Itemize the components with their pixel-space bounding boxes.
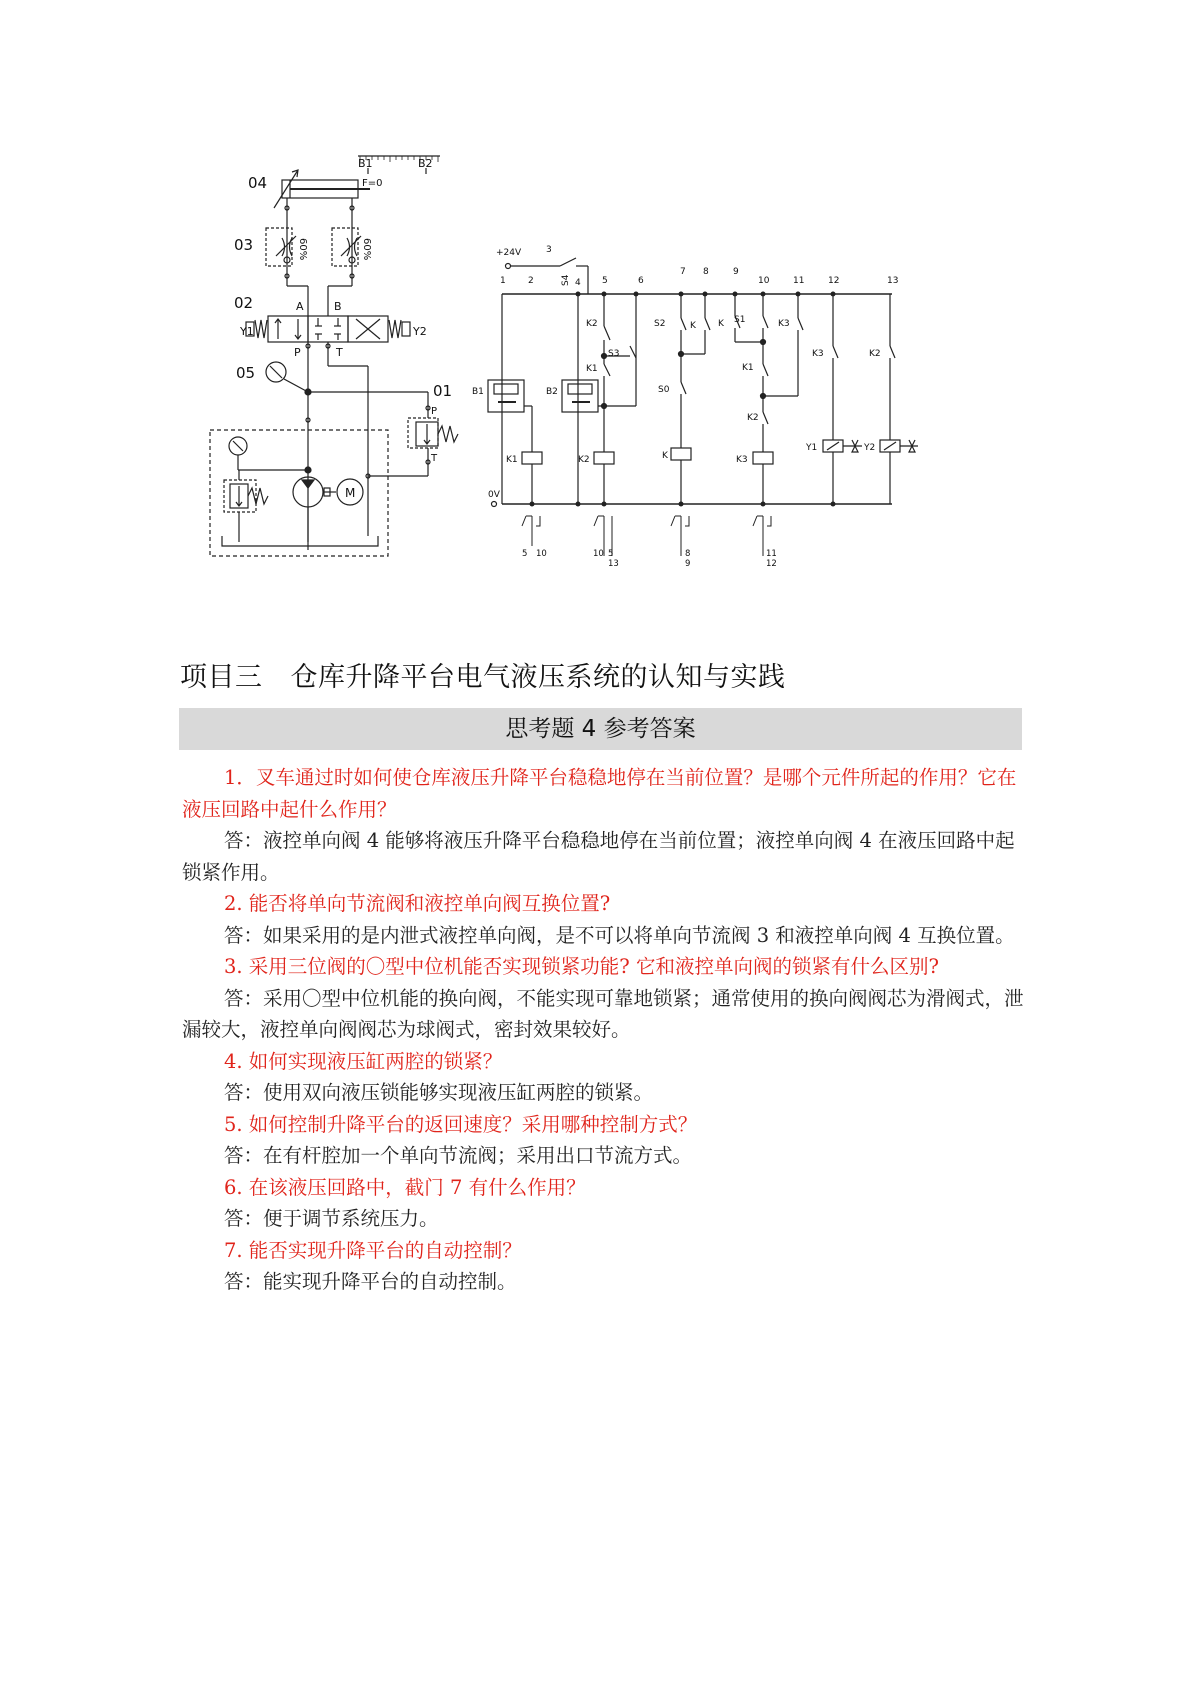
- label-s0: S0: [658, 385, 670, 395]
- label-01: 01: [433, 382, 453, 400]
- label-y2-valve: Y2: [413, 325, 427, 338]
- coil-k2: [594, 452, 614, 464]
- label-k2-contact-2: K2: [747, 413, 759, 423]
- col-num: 10: [758, 276, 770, 286]
- label-pct1: 60%: [297, 238, 308, 261]
- question: 6. 在该液压回路中，截门 7 有什么作用？: [224, 1175, 586, 1199]
- label-02: 02: [234, 294, 254, 312]
- label-b1: B1: [358, 157, 373, 170]
- answer: 答：便于调节系统压力。: [224, 1207, 439, 1230]
- col-num: 5: [602, 276, 608, 286]
- label-k1-contact: K1: [586, 364, 598, 374]
- label-sensor-b1: B1: [472, 387, 484, 397]
- label-k-contact: K: [690, 321, 696, 331]
- label-s2: S2: [654, 319, 666, 329]
- coil-k: [671, 448, 691, 460]
- answer: 答：在有杆腔加一个单向节流阀；采用出口节流方式。: [224, 1144, 693, 1167]
- answer: 答：采用〇型中位机能的换向阀，不能实现可靠地锁紧；通常使用的换向阀阀芯为滑阀式，泄漏较大，液控单向阀阀芯为球阀式，密封效果较好。: [182, 986, 1024, 1041]
- question: 3. 采用三位阀的〇型中位机能否实现锁紧功能? 它和液控单向阀的锁紧有什么区别?: [224, 955, 939, 978]
- label-b2: B2: [418, 157, 433, 170]
- col-num: 6: [638, 276, 644, 286]
- label-sensor-b2: B2: [546, 387, 558, 397]
- question: 4. 如何实现液压缸两腔的锁紧？: [224, 1049, 503, 1073]
- label-supply: +24V: [496, 248, 522, 258]
- coil-k3: [753, 452, 773, 464]
- answer: 答：使用双向液压锁能够实现液压缸两腔的锁紧。: [224, 1081, 654, 1104]
- contact-xref: [522, 516, 771, 556]
- xref-num: 12: [766, 559, 777, 569]
- answer: 答：液控单向阀 4 能够将液压升降平台稳稳地停在当前位置；液控单向阀 4 在液压回路中起锁紧作用。: [182, 829, 1015, 884]
- relief-valve: [408, 418, 458, 448]
- col-num: 8: [703, 267, 709, 277]
- question: 7. 能否实现升降平台的自动控制？: [224, 1238, 522, 1262]
- xref-num: 11: [766, 549, 777, 559]
- label-port-a: A: [296, 300, 304, 313]
- label-k1-contact-2: K1: [742, 363, 754, 373]
- label-port-t: T: [336, 346, 343, 359]
- label-coil-k1: K1: [506, 455, 518, 465]
- xref-num: 8: [685, 549, 691, 559]
- question: 2. 能否将单向节流阀和液控单向阀互换位置?: [224, 892, 611, 915]
- throttle-check-valves: [266, 228, 361, 266]
- coil-k1: [522, 452, 542, 464]
- label-p-relief: P: [431, 406, 438, 417]
- label-coil-k3: K3: [736, 455, 748, 465]
- label-k-contact-2: K: [718, 319, 724, 329]
- label-coil-k2: K2: [578, 455, 590, 465]
- label-0v: 0V: [488, 490, 500, 500]
- label-force: F=0: [362, 178, 383, 189]
- col-num: 7: [680, 267, 686, 277]
- label-04: 04: [248, 174, 268, 192]
- circuit-figure: [200, 150, 1000, 610]
- directional-valve: [246, 316, 410, 342]
- page-title: [180, 655, 786, 694]
- power-unit: [210, 430, 388, 556]
- project-number: 项目三: [180, 662, 263, 693]
- label-motor: M: [345, 486, 356, 500]
- answer: 答：如果采用的是内泄式液控单向阀，是不可以将单向节流阀 3 和液控单向阀 4 互换位置。: [224, 923, 1015, 947]
- col-num: 2: [528, 276, 534, 286]
- col-num: 4: [575, 278, 581, 288]
- col-num: 9: [733, 267, 739, 277]
- col-num: 1: [500, 276, 506, 286]
- label-y1-valve: Y1: [240, 325, 254, 338]
- label-k2-contact-3: K2: [869, 349, 881, 359]
- xref-num: 13: [608, 559, 619, 569]
- question: 5. 如何控制升降平台的返回速度？采用哪种控制方式？: [224, 1112, 698, 1136]
- hydraulic-circuit: [210, 156, 458, 556]
- label-node3: 3: [546, 245, 552, 255]
- col-num: 11: [793, 276, 805, 286]
- section-banner: 思考题 4 参考答案: [179, 708, 1022, 750]
- electrical-circuit: [472, 245, 918, 569]
- xref-num: 10: [536, 549, 547, 559]
- label-port-b: B: [334, 300, 342, 313]
- label-coil-y1: Y1: [806, 443, 818, 453]
- xref-num: 5: [608, 549, 614, 559]
- label-k3-contact-2: K3: [812, 349, 824, 359]
- label-s4: S4: [561, 274, 571, 286]
- column-numbers: [500, 267, 898, 288]
- label-coil-k: K: [662, 451, 668, 461]
- project-title: 仓库升降平台电气液压系统的认知与实践: [290, 662, 786, 693]
- answer: 答：能实现升降平台的自动控制。: [224, 1270, 517, 1293]
- label-s1: S1: [734, 315, 746, 325]
- col-num: 13: [887, 276, 899, 286]
- label-05: 05: [236, 364, 256, 382]
- label-k3-contact: K3: [778, 319, 790, 329]
- label-s3: S3: [608, 349, 620, 359]
- cylinder: [274, 170, 370, 208]
- label-coil-y2: Y2: [864, 443, 876, 453]
- col-num: 12: [828, 276, 840, 286]
- xref-num: 9: [685, 559, 691, 569]
- label-k2-contact: K2: [586, 319, 598, 329]
- label-03: 03: [234, 236, 254, 254]
- label-pct2: 60%: [361, 238, 372, 261]
- qa-list: [182, 762, 1028, 1298]
- label-port-p: P: [294, 346, 301, 359]
- label-t-relief: T: [431, 453, 438, 464]
- xref-num: 10: [593, 549, 604, 559]
- xref-num: 5: [522, 549, 528, 559]
- question: 1．叉车通过时如何使仓库液压升降平台稳稳地停在当前位置？是哪个元件所起的作用？它在液压回路中起什么作用？: [182, 766, 1017, 821]
